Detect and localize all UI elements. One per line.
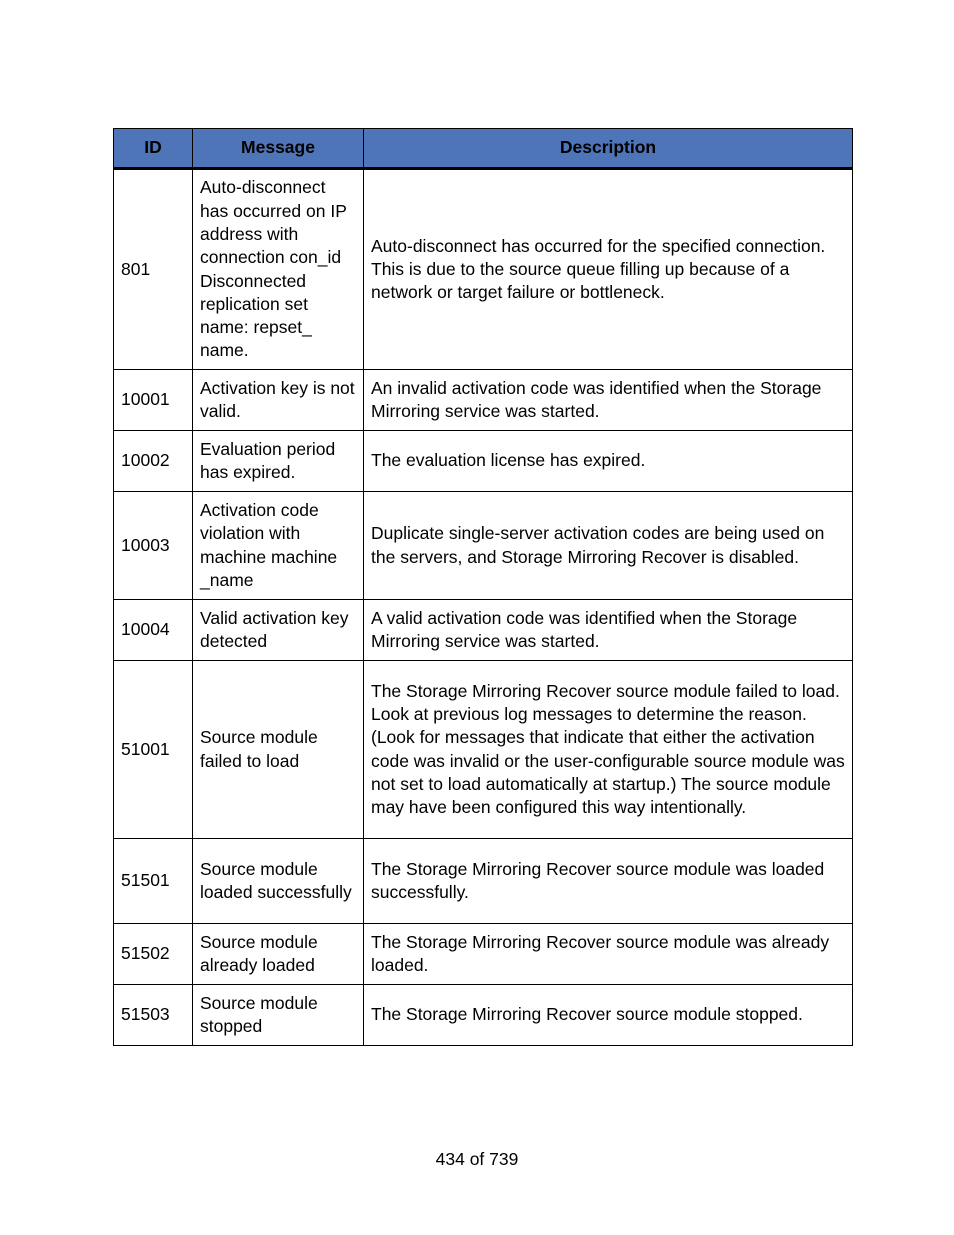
- event-message-cell: Auto-disconnect has occurred on IP address with connection con_id Disconnected replication set name: repset_ name.: [193, 169, 364, 370]
- event-id-cell: 51501: [114, 839, 193, 924]
- event-id-cell: 51502: [114, 924, 193, 985]
- event-message-cell: Source module failed to load: [193, 661, 364, 839]
- column-header-message: Message: [193, 129, 364, 169]
- event-description-cell: The Storage Mirroring Recover source module failed to load. Look at previous log messages to determine the reason. (Look for messages that indicate that either the activation code was invalid or the user-configurable source module was not set to load automatically at startup.) The source module may have been configured this way intentionally.: [364, 661, 853, 839]
- event-id-cell: 10002: [114, 431, 193, 492]
- event-message-cell: Source module already loaded: [193, 924, 364, 985]
- table-row: [114, 985, 853, 1046]
- event-id-cell: 51001: [114, 661, 193, 839]
- event-message-cell: Source module loaded successfully: [193, 839, 364, 924]
- table-row: [114, 492, 853, 600]
- table-row: [114, 661, 853, 839]
- table-row: [114, 431, 853, 492]
- event-description-cell: A valid activation code was identified when the Storage Mirroring service was started.: [364, 600, 853, 661]
- page-number: 434 of 739: [435, 1149, 519, 1169]
- column-header-id: ID: [114, 129, 193, 169]
- event-description-cell: The Storage Mirroring Recover source module was loaded successfully.: [364, 839, 853, 924]
- event-messages-table: [113, 128, 853, 1046]
- event-description-cell: Auto-disconnect has occurred for the specified connection. This is due to the source queue filling up because of a network or target failure or bottleneck.: [364, 169, 853, 370]
- event-message-cell: Valid activation key detected: [193, 600, 364, 661]
- table-row: [114, 370, 853, 431]
- column-header-description: Description: [364, 129, 853, 169]
- event-description-cell: The Storage Mirroring Recover source module was already loaded.: [364, 924, 853, 985]
- table-row: [114, 600, 853, 661]
- table-row: [114, 924, 853, 985]
- event-description-cell: The Storage Mirroring Recover source module stopped.: [364, 985, 853, 1046]
- event-id-cell: 10001: [114, 370, 193, 431]
- table-row: [114, 839, 853, 924]
- table-header-row: [114, 129, 853, 169]
- event-description-cell: An invalid activation code was identified when the Storage Mirroring service was started.: [364, 370, 853, 431]
- event-id-cell: 801: [114, 169, 193, 370]
- table-row: [114, 169, 853, 370]
- event-id-cell: 10004: [114, 600, 193, 661]
- event-description-cell: The evaluation license has expired.: [364, 431, 853, 492]
- event-message-cell: Source module stopped: [193, 985, 364, 1046]
- event-description-cell: Duplicate single-server activation codes are being used on the servers, and Storage Mirroring Recover is disabled.: [364, 492, 853, 600]
- event-message-cell: Activation key is not valid.: [193, 370, 364, 431]
- event-message-cell: Activation code violation with machine machine _name: [193, 492, 364, 600]
- event-id-cell: 10003: [114, 492, 193, 600]
- event-message-cell: Evaluation period has expired.: [193, 431, 364, 492]
- event-id-cell: 51503: [114, 985, 193, 1046]
